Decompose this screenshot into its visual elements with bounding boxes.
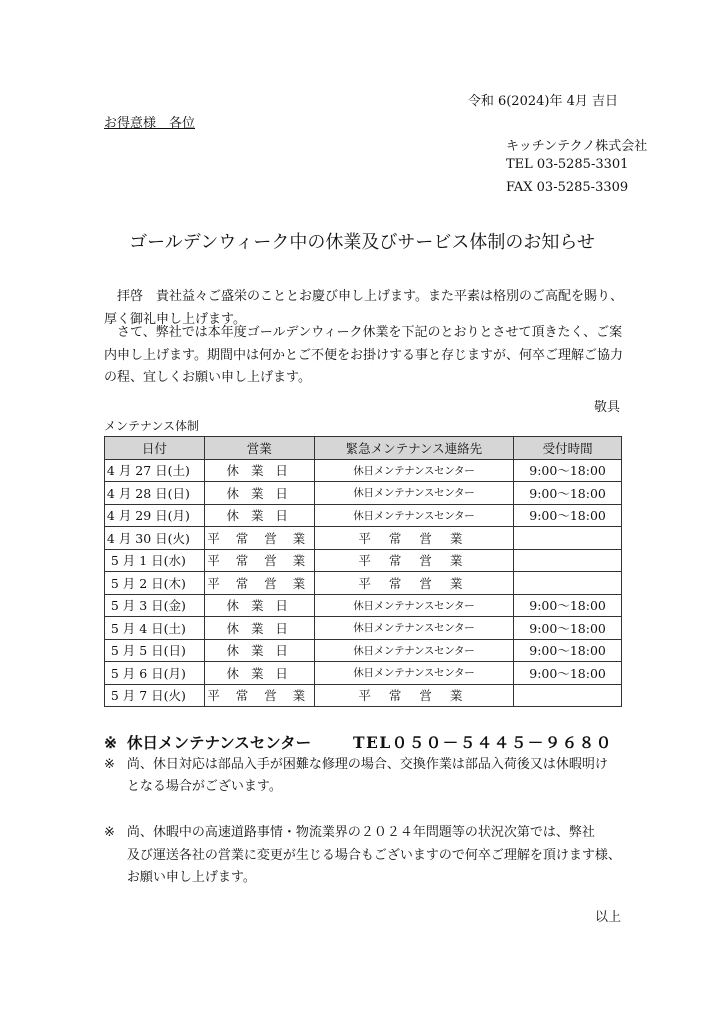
note-mark: ※ (104, 757, 115, 772)
center-tel: TEL０５０－５４４５－９６８０ (353, 733, 613, 752)
table-row (105, 662, 622, 685)
row-hours: 9:00～18:00 (514, 594, 622, 617)
row-contact: 休日メンテナンスセンター (314, 617, 514, 640)
row-hours (514, 527, 622, 550)
greeting-paragraph: 拝啓 貴社益々ご盛栄のこととお慶び申し上げます。また平素は格別のご高配を賜り、厚く御礼申し上げます。 (104, 289, 623, 327)
note-line: 尚、休日対応は部品入手が困難な修理の場合、交換作業は部品入荷後又は休暇明け (126, 757, 608, 772)
row-contact: 休日メンテナンスセンター (314, 459, 514, 482)
row-contact: 休日メンテナンスセンター (314, 594, 514, 617)
row-date: 5 月 6 日(月) (105, 662, 205, 685)
table-label: メンテナンス体制 (104, 419, 200, 433)
row-date: 4 月 27 日(土) (105, 459, 205, 482)
row-status: 休 業 日 (204, 594, 314, 617)
recipient: お得意様 各位 (104, 116, 196, 131)
table-row (105, 572, 622, 595)
row-hours (514, 549, 622, 572)
row-hours: 9:00～18:00 (514, 662, 622, 685)
logistics-note (104, 822, 621, 890)
row-contact: 平 常 営 業 (314, 527, 514, 550)
table-row (105, 617, 622, 640)
row-date: 5 月 7 日(火) (105, 684, 205, 707)
row-date: 4 月 28 日(日) (105, 482, 205, 505)
row-status: 平 常 営 業 (204, 572, 314, 595)
note-mark: ※ (104, 825, 115, 840)
note-line: 及び運送各社の営業に変更が生じる場合もございますので何卒ご理解を頂けます様、 (126, 847, 621, 863)
row-hours: 9:00～18:00 (514, 639, 622, 662)
closing-word: 敬具 (593, 400, 620, 415)
table-row (105, 549, 622, 572)
document-title: ゴールデンウィーク中の休業及びサービス体制のお知らせ (129, 232, 595, 253)
row-contact: 休日メンテナンスセンター (314, 662, 514, 685)
row-status: 平 常 営 業 (204, 549, 314, 572)
table-row (105, 482, 622, 505)
header-business: 営業 (204, 437, 314, 460)
row-status: 休 業 日 (204, 482, 314, 505)
note-line: となる場合がございます。 (126, 779, 282, 794)
header-hours: 受付時間 (514, 437, 622, 460)
row-status: 平 常 営 業 (204, 527, 314, 550)
row-hours: 9:00～18:00 (514, 617, 622, 640)
note-mark: ※ (104, 733, 117, 752)
row-date: 4 月 29 日(月) (105, 504, 205, 527)
row-date: 4 月 30 日(火) (105, 527, 205, 550)
header-emergency-contact: 緊急メンテナンス連絡先 (314, 437, 514, 460)
row-status: 休 業 日 (204, 662, 314, 685)
table-row (105, 594, 622, 617)
company-tel: TEL 03-5285-3301 (506, 157, 629, 172)
row-contact: 休日メンテナンスセンター (314, 639, 514, 662)
row-status: 休 業 日 (204, 504, 314, 527)
row-date: 5 月 1 日(水) (105, 549, 205, 572)
row-hours (514, 684, 622, 707)
parts-note (104, 754, 608, 798)
row-hours (514, 572, 622, 595)
row-contact: 平 常 営 業 (314, 572, 514, 595)
notice-paragraph: さて、弊社では本年度ゴールデンウィーク休業を下記のとおりとさせて頂きたく、ご案内申し上げます。期間中は何かとご不便をお掛けする事と存じますが、何卒ご理解ご協力の程、宜しくお願い申し上げます。 (104, 325, 623, 385)
row-hours: 9:00～18:00 (514, 482, 622, 505)
row-status: 休 業 日 (204, 459, 314, 482)
company-fax: FAX 03-5285-3309 (506, 180, 629, 195)
row-contact: 平 常 営 業 (314, 684, 514, 707)
note-line: 尚、休暇中の高速道路事情・物流業界の２０２４年問題等の状況次第では、弊社 (126, 825, 595, 840)
company-name: キッチンテクノ株式会社 (506, 139, 648, 154)
row-status: 平 常 営 業 (204, 684, 314, 707)
row-status: 休 業 日 (204, 617, 314, 640)
row-status: 休 業 日 (204, 639, 314, 662)
row-contact: 休日メンテナンスセンター (314, 482, 514, 505)
table-header-row (105, 437, 622, 460)
note-line: お願い申し上げます。 (126, 870, 256, 885)
row-date: 5 月 2 日(木) (105, 572, 205, 595)
table-row (105, 684, 622, 707)
header-date: 日付 (105, 437, 205, 460)
table-row (105, 527, 622, 550)
letter-date: 令和 6(2024)年 4月 吉日 (467, 94, 618, 109)
table-row (105, 459, 622, 482)
maintenance-schedule-table (104, 436, 622, 707)
row-date: 5 月 3 日(金) (105, 594, 205, 617)
center-name: 休日メンテナンスセンター (127, 733, 312, 752)
row-hours: 9:00～18:00 (514, 459, 622, 482)
table-row (105, 504, 622, 527)
row-date: 5 月 5 日(日) (105, 639, 205, 662)
row-date: 5 月 4 日(土) (105, 617, 205, 640)
end-mark: 以上 (594, 910, 621, 925)
row-contact: 平 常 営 業 (314, 549, 514, 572)
row-hours: 9:00～18:00 (514, 504, 622, 527)
table-row (105, 639, 622, 662)
maintenance-center-contact (104, 731, 613, 753)
row-contact: 休日メンテナンスセンター (314, 504, 514, 527)
